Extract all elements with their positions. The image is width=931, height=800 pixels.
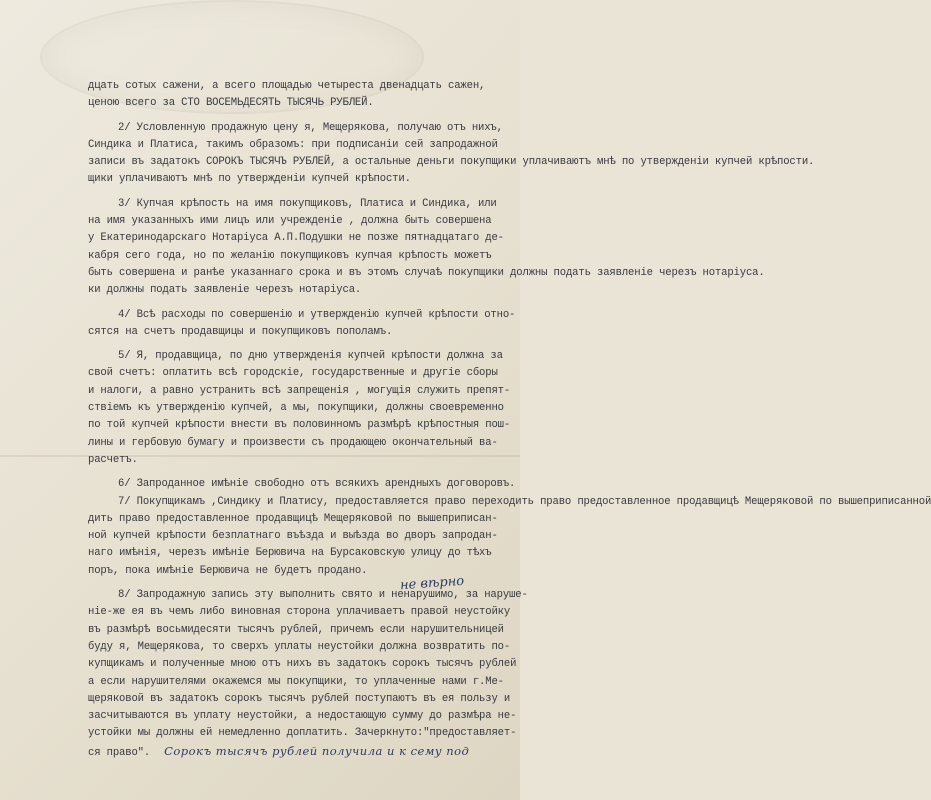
text-line: записи въ задатокъ СОРОКЪ ТЫСЯЧЪ РУБЛЕЙ, а остальные деньги покупщики уплачиваютъ мнѣ по утвержденіи купчей крѣпости.	[88, 156, 815, 169]
text-line: 5/ Я, продавщица, по дню утвержденія купчей крѣпости должна за	[118, 350, 503, 363]
text-line: у Екатеринодарскаго Нотаріуса А.П.Подушки не позже пятнадцатаго де-	[88, 232, 504, 245]
text-line: щики уплачиваютъ мнѣ по утвержденіи купчей крѣпости.	[88, 173, 411, 186]
text-line: на имя указанныхъ ими лицъ или учрежденіе , должна быть совершена	[88, 215, 492, 228]
text-line: кабря сего года, но по желанію покупщиковъ купчая крѣпость можетъ	[88, 249, 492, 262]
text-line: ценою всего за СТО ВОСЕМЬДЕСЯТЬ ТЫСЯЧЬ РУБЛЕЙ.	[88, 97, 374, 110]
text-line: а если нарушителями окажемся мы покупщики, то уплаченные нами г.Ме-	[88, 675, 504, 688]
text-line: буду я, Мещерякова, то сверхъ уплаты неустойки должна возвратить по-	[88, 640, 511, 653]
text-line: лины и гербовую бумагу и произвести съ продающею окончательный ва-	[88, 436, 498, 449]
text-line: быть совершена и ранѣе указаннаго срока и въ этомъ случаѣ покупщики должны подать заявленіе черезъ нотаріуса.	[88, 266, 765, 279]
text-line: по той купчей крѣпости внести въ половинномъ размѣрѣ крѣпостныя пош-	[88, 419, 511, 432]
handwritten-margin-note: не вѣрно	[399, 573, 465, 594]
text-line: ніе-же ея въ чемъ либо виновная сторона уплачиваетъ правой неустойку	[88, 606, 511, 619]
text-line: наго имѣнія, черезъ имѣніе Берювича на Бурсаковскую улицу до тѣхъ	[88, 547, 492, 560]
text-line: ки должны подать заявленіе черезъ нотаріуса.	[88, 284, 362, 297]
text-line: поръ, пока имѣніе Берювича не будетъ продано.	[88, 564, 368, 577]
text-line: свой счетъ: оплатить всѣ городскіе, государственные и другіе сборы	[88, 367, 498, 380]
text-line: 3/ Купчая крѣпость на имя покупщиковъ, Платиса и Синдика, или	[118, 197, 497, 210]
text-line: купщикамъ и полученные мною отъ нихъ въ задатокъ сорокъ тысячъ рублей	[88, 658, 517, 671]
text-line: засчитываются въ уплату неустойки, а недостающую сумму до размѣра не-	[88, 710, 517, 723]
text-line: 8/ Запродажную запись эту выполнить свято и ненарушимо, за наруше-	[118, 589, 528, 602]
text-line: 4/ Всѣ расходы по совершенію и утвержденію купчей крѣпости отно-	[118, 308, 516, 321]
text-line: расчетъ.	[88, 453, 138, 466]
typed-text-body	[88, 78, 931, 760]
text-line: устойки мы должны ей немедленно доплатить. Зачеркнуто:"предоставляет-	[88, 727, 517, 740]
text-line: 7/ Покупщикамъ ,Синдику и Платису, предоставляется право переходить право предоставленное продавщицѣ Мещеряковой по вышеприписанной	[118, 495, 931, 508]
text-line-last	[88, 743, 506, 760]
text-line: Синдика и Платиса, такимъ образомъ: при подписаніи сей запродажной	[88, 138, 498, 151]
text-line: щеряковой въ задатокъ сорокъ тысячъ рублей поступаютъ въ ея пользу и	[88, 692, 511, 705]
typed-closing-text: ся право".	[88, 746, 151, 759]
text-line: ствіемъ къ утвержденію купчей, а мы, покупщики, должны своевременно	[88, 402, 504, 415]
text-line: сятся на счетъ продавщицы и покупщиковъ пополамъ.	[88, 325, 393, 338]
text-line: въ размѣрѣ восьмидесяти тысячъ рублей, причемъ если нарушительницей	[88, 623, 504, 636]
text-line: и налоги, а равно устранить всѣ запрещенія , могущія служить препят-	[88, 384, 511, 397]
text-line: дцать сотых сажени, а всего площадью четыреста двенадцать сажен,	[88, 80, 486, 92]
text-line: 6/ Запроданное имѣніе свободно отъ всякихъ арендныхъ договоровъ.	[118, 478, 516, 491]
text-line: ной купчей крѣпости безплатнаго въѣзда и выѣзда во дворъ запродан-	[88, 530, 498, 543]
text-line: 2/ Условленную продажную цену я, Мещерякова, получаю отъ нихъ,	[118, 121, 503, 134]
handwritten-receipt-note: Сорокъ тысячъ рублей получила и к сему под	[164, 743, 470, 758]
text-line: дить право предоставленное продавщицѣ Мещеряковой по вышеприписан-	[88, 512, 498, 525]
